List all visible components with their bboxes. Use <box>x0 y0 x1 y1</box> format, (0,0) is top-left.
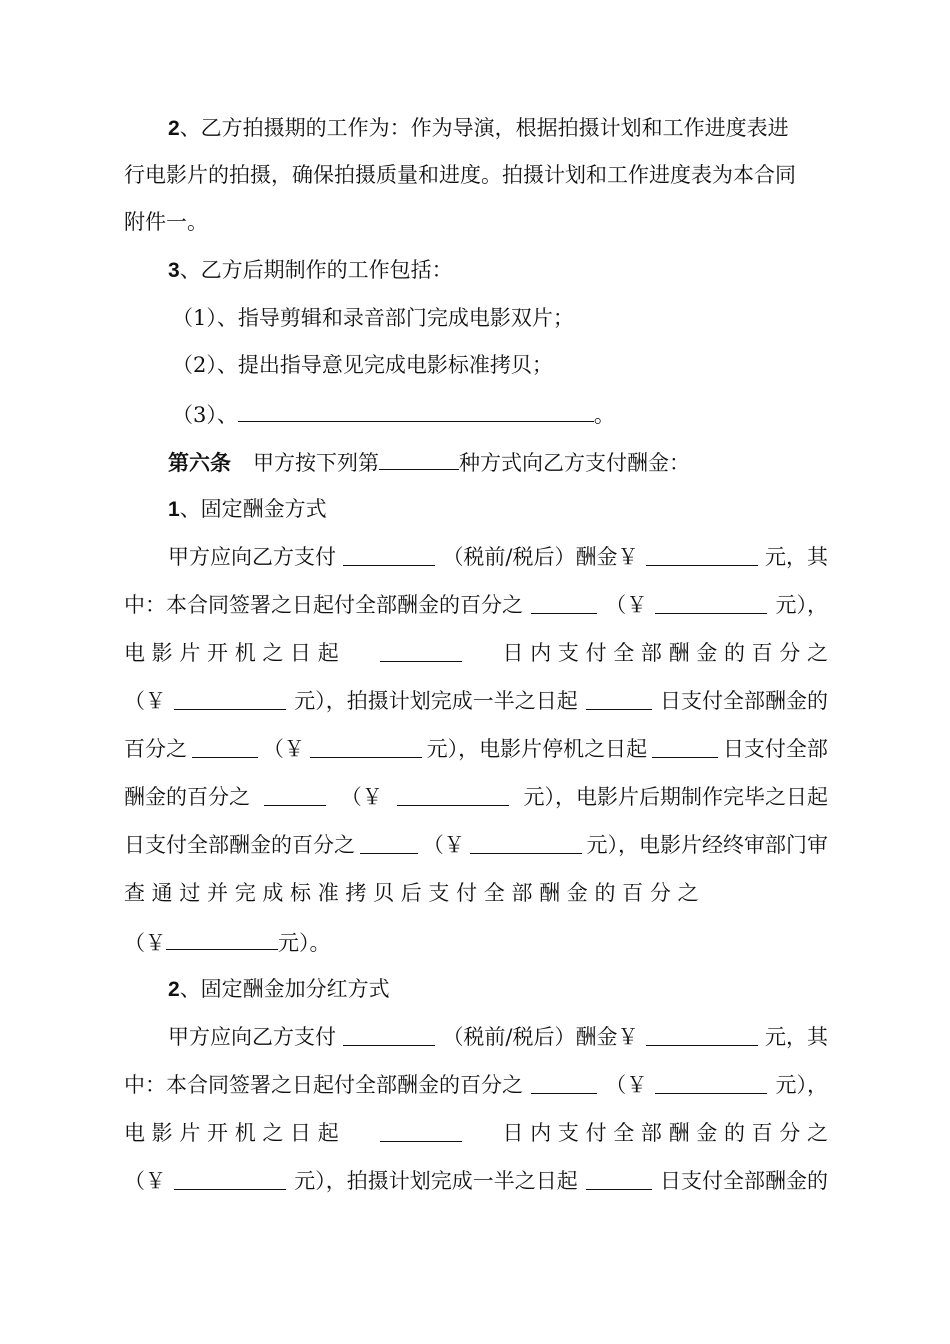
option-1-line-4 <box>124 684 828 718</box>
text-segment: 元）， <box>775 1073 828 1097</box>
clause-3-item-1 <box>172 301 828 335</box>
clause-3-item-3 <box>172 396 828 430</box>
option-2-heading <box>168 972 828 1006</box>
fill-blank[interactable] <box>531 1068 597 1094</box>
item-text: （2）、提出指导意见完成电影标准拷贝； <box>172 353 553 377</box>
fill-blank[interactable] <box>655 588 767 614</box>
fill-blank[interactable] <box>586 684 652 710</box>
text-segment: （￥ <box>340 785 383 809</box>
clause-3-heading <box>168 253 828 287</box>
option-1-line-2 <box>124 588 828 622</box>
text-segment: 百分之 <box>124 737 187 761</box>
option-1-line-5 <box>124 732 828 766</box>
option-text: 、固定酬金方式 <box>179 497 327 521</box>
fill-blank[interactable] <box>397 780 509 806</box>
text-segment: 元，其 <box>764 1025 828 1049</box>
text-segment: 元）。 <box>278 931 331 955</box>
text-segment: 元），电影片后期制作完毕之日起 <box>523 785 828 809</box>
fill-blank[interactable] <box>174 1164 286 1190</box>
text-segment: 日 内 支 付 全 部 酬 金 的 百 分 之 <box>502 1121 828 1145</box>
clause-2-line-3 <box>124 205 828 239</box>
text-segment: 元），拍摄计划完成一半之日起 <box>294 689 578 713</box>
text-segment: （￥ <box>124 931 166 955</box>
text-segment: （税前/税后）酬金￥ <box>442 1025 639 1049</box>
text-segment: 元）， <box>775 593 828 617</box>
fill-blank[interactable] <box>360 828 418 854</box>
option-2-line-2 <box>124 1068 828 1102</box>
clause-number: 3 <box>168 259 180 282</box>
text-segment: 查 通 过 并 完 成 标 准 拷 贝 后 支 付 全 部 酬 金 的 百 分 之 <box>124 881 699 905</box>
clause-text: 、乙方拍摄期的工作为：作为导演，根据拍摄计划和工作进度表进 <box>179 116 789 140</box>
text-segment: 甲方应向乙方支付 <box>168 545 336 569</box>
fill-blank[interactable] <box>379 444 459 470</box>
clause-text: 附件一。 <box>124 210 208 234</box>
text-segment: （￥ <box>422 833 465 857</box>
text-segment: 日 内 支 付 全 部 酬 金 的 百 分 之 <box>502 641 828 665</box>
clause-2-line-1 <box>168 111 828 145</box>
fill-blank[interactable] <box>380 1116 462 1142</box>
text-segment: 日支付全部酬金的百分之 <box>124 833 355 857</box>
clause-text: 、乙方后期制作的工作包括： <box>179 258 453 282</box>
fill-blank[interactable] <box>264 780 326 806</box>
fill-blank[interactable] <box>343 1020 435 1046</box>
option-1-heading <box>168 492 828 526</box>
item-text: （3）、 <box>172 403 238 427</box>
fill-blank[interactable] <box>531 588 597 614</box>
text-segment: 甲方应向乙方支付 <box>168 1025 336 1049</box>
fill-blank[interactable] <box>586 1164 652 1190</box>
article-text: 甲方按下列第 <box>253 451 379 475</box>
text-segment: 酬金的百分之 <box>124 785 250 809</box>
clause-number: 2 <box>168 117 180 140</box>
text-segment: 日支付全部 <box>722 737 828 761</box>
option-1-line-8 <box>124 876 828 910</box>
fill-blank[interactable] <box>310 732 422 758</box>
clause-3-item-2 <box>172 348 828 382</box>
article-text: 种方式向乙方支付酬金： <box>459 451 690 475</box>
text-segment: （￥ <box>605 1073 648 1097</box>
fill-blank[interactable] <box>343 540 435 566</box>
text-segment: （税前/税后）酬金￥ <box>442 545 639 569</box>
text-segment: （￥ <box>124 1169 166 1193</box>
text-segment: 电 影 片 开 机 之 日 起 <box>124 1121 339 1145</box>
option-text: 、固定酬金加分红方式 <box>179 977 390 1001</box>
option-1-line-6 <box>124 780 828 814</box>
fill-blank[interactable] <box>192 732 258 758</box>
clause-text: 行电影片的拍摄，确保拍摄质量和进度。拍摄计划和工作进度表为本合同 <box>124 163 796 187</box>
text-segment: 电 影 片 开 机 之 日 起 <box>124 641 339 665</box>
text-segment: （￥ <box>124 689 166 713</box>
item-text: （1）、指导剪辑和录音部门完成电影双片； <box>172 306 574 330</box>
text-segment: （￥ <box>605 593 648 617</box>
fill-blank[interactable] <box>166 924 278 950</box>
fill-blank[interactable] <box>380 636 462 662</box>
article-title: 第六条 <box>168 451 231 475</box>
article-6-heading <box>168 444 828 478</box>
text-segment: 日支付全部酬金的 <box>660 1169 828 1193</box>
text-segment: 中：本合同签署之日起付全部酬金的百分之 <box>124 593 523 617</box>
fill-blank[interactable] <box>238 396 594 422</box>
option-1-line-9 <box>124 924 828 958</box>
fill-blank[interactable] <box>646 1020 758 1046</box>
option-number: 2 <box>168 978 180 1001</box>
option-1-line-7 <box>124 828 828 862</box>
option-2-line-1 <box>168 1020 828 1054</box>
text-segment: 日支付全部酬金的 <box>660 689 828 713</box>
fill-blank[interactable] <box>652 732 718 758</box>
text-segment: 元），拍摄计划完成一半之日起 <box>294 1169 578 1193</box>
text-segment: （￥ <box>262 737 305 761</box>
option-2-line-4 <box>124 1164 828 1198</box>
option-1-line-1 <box>168 540 828 574</box>
clause-2-line-2 <box>124 158 828 192</box>
text-segment: 元，其 <box>764 545 828 569</box>
text-segment: 元），电影片经终审部门审 <box>586 833 828 857</box>
fill-blank[interactable] <box>655 1068 767 1094</box>
fill-blank[interactable] <box>470 828 582 854</box>
text-segment: 元），电影片停机之日起 <box>426 737 648 761</box>
fill-blank[interactable] <box>646 540 758 566</box>
fill-blank[interactable] <box>174 684 286 710</box>
option-1-line-3 <box>124 636 828 670</box>
option-number: 1 <box>168 498 180 521</box>
option-2-line-3 <box>124 1116 828 1150</box>
text-segment: 中：本合同签署之日起付全部酬金的百分之 <box>124 1073 523 1097</box>
item-text: 。 <box>593 403 615 427</box>
